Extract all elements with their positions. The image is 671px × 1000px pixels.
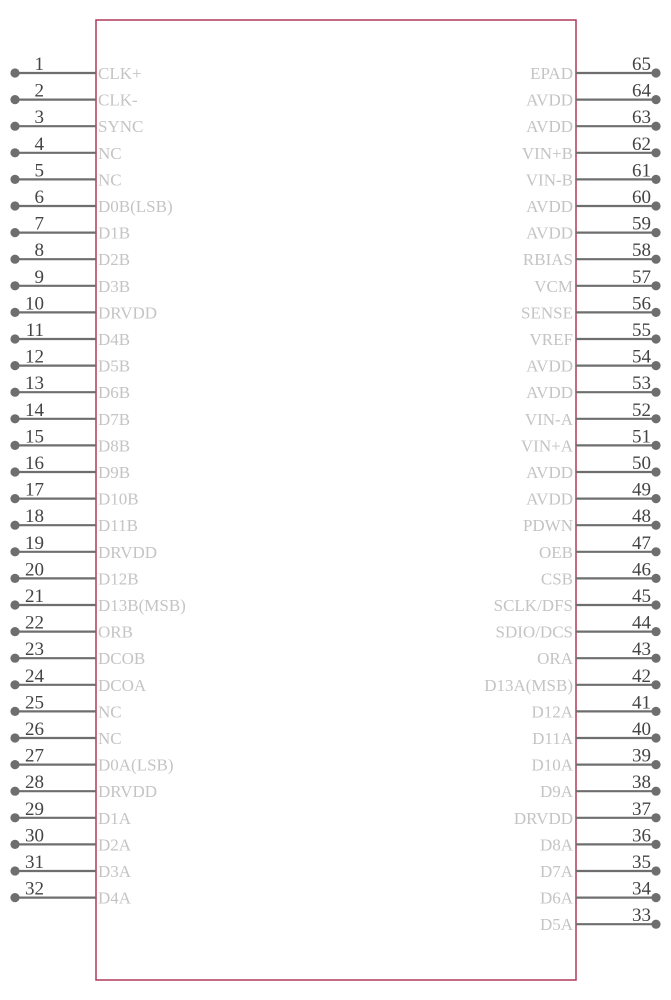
pin-terminal-dot — [10, 388, 19, 397]
pin-number: 29 — [25, 798, 44, 820]
pin-name: D10A — [531, 755, 573, 775]
pin-number: 62 — [632, 133, 651, 155]
pin-57 — [534, 267, 660, 296]
pin-17 — [10, 480, 138, 509]
pin-name: SENSE — [521, 303, 573, 323]
pin-number: 61 — [632, 160, 651, 182]
pin-name: NC — [98, 729, 122, 748]
pin-number: 1 — [34, 54, 44, 75]
pin-1 — [10, 54, 141, 83]
right-pin-group — [484, 54, 660, 934]
pin-name: D11A — [532, 729, 573, 748]
pin-terminal-dot — [651, 680, 660, 689]
pin-number: 52 — [632, 399, 651, 421]
pin-terminal-dot — [651, 893, 660, 902]
pin-name: AVDD — [526, 356, 573, 376]
pin-terminal-dot — [651, 255, 660, 264]
pin-terminal-dot — [651, 68, 660, 77]
pin-terminal-dot — [10, 547, 19, 556]
pin-54 — [526, 347, 661, 376]
pin-63 — [526, 107, 661, 136]
pin-62 — [522, 134, 661, 163]
pin-terminal-dot — [10, 68, 19, 77]
pin-13 — [10, 373, 130, 402]
pin-number: 33 — [632, 905, 651, 927]
pin-19 — [10, 533, 157, 562]
pin-name: D2B — [98, 250, 131, 270]
pin-number: 56 — [632, 293, 651, 315]
pin-45 — [494, 586, 661, 615]
pin-terminal-dot — [651, 281, 660, 290]
pin-name: D12A — [531, 702, 573, 722]
pin-name: DRVDD — [513, 808, 573, 828]
pin-name: SDIO/DCS — [495, 622, 573, 642]
pin-name: DCOA — [98, 675, 147, 695]
pin-terminal-dot — [651, 441, 660, 450]
pin-terminal-dot — [651, 521, 660, 530]
pin-name: AVDD — [526, 223, 573, 243]
pin-terminal-dot — [10, 600, 19, 609]
pin-60 — [526, 187, 661, 216]
pin-48 — [523, 506, 661, 535]
pin-58 — [523, 240, 661, 269]
pin-61 — [526, 160, 661, 189]
pin-50 — [526, 453, 661, 482]
pin-name: D13A(MSB) — [484, 675, 573, 695]
pin-terminal-dot — [10, 308, 19, 317]
pin-name: VIN-B — [525, 170, 573, 190]
pin-number: 2 — [34, 80, 44, 102]
pin-number: 45 — [632, 586, 651, 607]
pin-14 — [10, 400, 130, 429]
pin-44 — [496, 613, 661, 642]
pin-number: 48 — [632, 506, 651, 528]
pin-number: 8 — [34, 240, 44, 262]
pin-number: 47 — [632, 532, 651, 554]
pin-name: DRVDD — [98, 303, 158, 323]
left-pin-group — [10, 54, 185, 908]
pin-terminal-dot — [651, 148, 660, 157]
pin-name: NC — [98, 170, 122, 190]
pin-name: AVDD — [526, 383, 573, 403]
pin-number: 55 — [632, 320, 651, 341]
pin-terminal-dot — [651, 654, 660, 663]
pin-name: AVDD — [526, 90, 573, 110]
pin-name: DRVDD — [98, 542, 158, 562]
pin-number: 14 — [25, 399, 44, 421]
pin-number: 4 — [34, 133, 44, 155]
pin-number: 39 — [632, 745, 651, 767]
pin-terminal-dot — [10, 281, 19, 290]
pin-terminal-dot — [651, 388, 660, 397]
pin-name: D3B — [98, 276, 131, 296]
pin-terminal-dot — [651, 494, 660, 503]
pin-number: 49 — [632, 479, 651, 501]
pin-terminal-dot — [10, 866, 19, 875]
pin-name: D5A — [539, 915, 573, 935]
pin-55 — [530, 320, 661, 349]
pin-number: 25 — [25, 692, 44, 714]
pin-number: 30 — [25, 825, 44, 847]
pin-terminal-dot — [10, 787, 19, 796]
pin-number: 38 — [632, 772, 651, 794]
pin-name: OEB — [539, 542, 573, 562]
pin-number: 44 — [632, 612, 651, 634]
pin-name: SYNC — [98, 117, 144, 137]
pin-number: 51 — [632, 426, 651, 448]
pin-3 — [10, 107, 143, 136]
pin-name: RBIAS — [522, 250, 573, 270]
pin-21 — [10, 586, 185, 615]
pin-24 — [10, 666, 146, 695]
pin-terminal-dot — [10, 494, 19, 503]
pin-number: 19 — [25, 532, 44, 554]
pin-number: 35 — [632, 852, 651, 873]
pin-16 — [10, 453, 130, 482]
pin-46 — [541, 559, 661, 588]
pin-number: 65 — [632, 54, 651, 75]
pin-number: 50 — [632, 453, 651, 474]
pin-name: ORB — [98, 622, 133, 642]
pin-terminal-dot — [651, 600, 660, 609]
pin-terminal-dot — [651, 547, 660, 556]
pin-terminal-dot — [651, 201, 660, 210]
pin-2 — [10, 81, 138, 110]
pin-terminal-dot — [10, 733, 19, 742]
pin-18 — [10, 506, 138, 535]
pin-52 — [525, 400, 661, 429]
pin-42 — [484, 666, 660, 695]
pin-terminal-dot — [10, 627, 19, 636]
pin-name: D3A — [98, 862, 132, 881]
pin-number: 23 — [25, 639, 44, 661]
pin-12 — [10, 347, 130, 376]
pin-number: 31 — [25, 852, 44, 873]
pin-terminal-dot — [651, 228, 660, 237]
pin-name: AVDD — [526, 197, 573, 216]
pin-11 — [10, 320, 130, 349]
pin-41 — [531, 692, 660, 721]
pin-terminal-dot — [10, 840, 19, 849]
pin-number: 22 — [25, 612, 44, 634]
pin-terminal-dot — [10, 175, 19, 184]
pin-terminal-dot — [10, 760, 19, 769]
pin-name: D12B — [98, 569, 139, 589]
pin-terminal-dot — [651, 361, 660, 370]
pin-number: 12 — [25, 346, 44, 368]
pin-name: D11B — [98, 516, 138, 536]
pin-number: 59 — [632, 213, 651, 235]
pin-36 — [540, 825, 661, 854]
pin-terminal-dot — [651, 414, 660, 423]
pin-name: DRVDD — [98, 782, 158, 802]
pin-terminal-dot — [10, 654, 19, 663]
pin-name: AVDD — [526, 463, 573, 482]
pin-33 — [540, 905, 661, 934]
pin-terminal-dot — [10, 122, 19, 131]
pin-terminal-dot — [651, 760, 660, 769]
pin-29 — [10, 799, 131, 828]
pin-56 — [521, 293, 661, 322]
pin-terminal-dot — [10, 228, 19, 237]
pin-terminal-dot — [10, 201, 19, 210]
pin-9 — [10, 267, 130, 296]
pin-31 — [10, 852, 131, 881]
pin-number: 16 — [25, 453, 44, 474]
pin-name: D13B(MSB) — [98, 596, 186, 615]
pin-number: 10 — [25, 293, 44, 315]
pin-number: 28 — [25, 772, 44, 794]
pin-number: 46 — [632, 559, 651, 581]
pin-number: 18 — [25, 506, 44, 528]
pin-number: 37 — [632, 798, 651, 820]
pin-name: D7A — [539, 862, 573, 881]
pin-terminal-dot — [651, 95, 660, 104]
pin-53 — [526, 373, 661, 402]
pin-terminal-dot — [10, 95, 19, 104]
pin-number: 41 — [632, 692, 651, 714]
pin-terminal-dot — [651, 308, 660, 317]
pin-name: D1A — [98, 808, 132, 828]
pin-65 — [530, 54, 660, 83]
pin-terminal-dot — [10, 255, 19, 264]
pin-terminal-dot — [10, 414, 19, 423]
pin-number: 20 — [25, 559, 44, 581]
pin-8 — [10, 240, 130, 269]
pin-number: 3 — [34, 107, 44, 129]
pin-name: D9B — [98, 463, 131, 482]
pin-number: 11 — [25, 320, 44, 341]
pin-4 — [10, 134, 121, 163]
pin-name: ORA — [537, 649, 573, 669]
pin-terminal-dot — [10, 467, 19, 476]
pin-7 — [10, 214, 130, 243]
pin-name: D7B — [98, 409, 131, 429]
pin-6 — [10, 187, 172, 216]
pin-terminal-dot — [10, 707, 19, 716]
pin-name: NC — [98, 143, 122, 163]
pin-terminal-dot — [10, 574, 19, 583]
pin-name: D5B — [98, 356, 131, 376]
pin-terminal-dot — [651, 813, 660, 822]
pin-number: 57 — [632, 266, 651, 288]
pin-name: VIN-A — [524, 409, 573, 429]
pin-number: 26 — [25, 719, 44, 740]
pin-name: D2A — [98, 835, 132, 855]
pin-name: D8B — [98, 436, 131, 456]
pin-number: 21 — [25, 586, 44, 607]
pin-terminal-dot — [651, 334, 660, 343]
pin-terminal-dot — [651, 175, 660, 184]
pin-10 — [10, 293, 157, 322]
pin-number: 5 — [34, 160, 44, 182]
pin-number: 40 — [632, 719, 651, 740]
pin-number: 9 — [34, 266, 44, 288]
pin-name: D4A — [98, 888, 132, 908]
pin-28 — [10, 772, 157, 801]
pin-number: 58 — [632, 240, 651, 262]
pin-terminal-dot — [10, 893, 19, 902]
pin-terminal-dot — [651, 122, 660, 131]
pin-terminal-dot — [10, 361, 19, 370]
pin-59 — [526, 214, 661, 243]
pin-terminal-dot — [651, 840, 660, 849]
pin-terminal-dot — [651, 920, 660, 929]
pin-name: D6B — [98, 383, 131, 403]
pin-number: 7 — [34, 213, 44, 235]
pin-number: 15 — [25, 426, 44, 448]
pin-terminal-dot — [651, 866, 660, 875]
pin-name: VREF — [529, 330, 573, 349]
pin-number: 34 — [632, 878, 651, 900]
pin-name: VIN+B — [521, 143, 573, 163]
pin-name: D4B — [98, 330, 131, 349]
pin-number: 27 — [25, 745, 44, 767]
pin-23 — [10, 639, 145, 668]
pin-terminal-dot — [10, 441, 19, 450]
pin-terminal-dot — [651, 707, 660, 716]
pin-name: D1B — [98, 223, 131, 243]
pin-name: AVDD — [526, 489, 573, 509]
pin-22 — [10, 613, 133, 642]
pin-name: D8A — [539, 835, 573, 855]
pin-39 — [531, 746, 660, 775]
pin-number: 24 — [25, 665, 44, 687]
pin-name: SCLK/DFS — [493, 596, 573, 615]
pin-terminal-dot — [10, 334, 19, 343]
pin-number: 13 — [25, 373, 44, 395]
pin-name: CSB — [540, 569, 573, 589]
pin-number: 63 — [632, 107, 651, 129]
pin-terminal-dot — [651, 733, 660, 742]
pin-number: 42 — [632, 665, 651, 687]
pin-name: D10B — [98, 489, 139, 509]
pin-name: D6A — [539, 888, 573, 908]
pin-64 — [526, 81, 661, 110]
pin-name: VIN+A — [520, 436, 573, 456]
pin-40 — [532, 719, 661, 748]
pin-32 — [10, 879, 131, 908]
pin-name: CLK- — [98, 90, 138, 110]
pin-27 — [10, 746, 173, 775]
pin-15 — [10, 426, 130, 455]
pin-35 — [540, 852, 661, 881]
pin-terminal-dot — [651, 467, 660, 476]
ic-body-outline — [96, 20, 576, 980]
pin-name: D0A(LSB) — [98, 755, 174, 775]
pin-26 — [10, 719, 121, 748]
pin-25 — [10, 692, 121, 721]
pin-number: 36 — [632, 825, 651, 847]
pin-20 — [10, 559, 138, 588]
pin-terminal-dot — [651, 574, 660, 583]
pin-name: VCM — [534, 276, 573, 296]
pin-name: PDWN — [522, 516, 573, 536]
pin-name: D0B(LSB) — [98, 197, 173, 216]
pin-38 — [540, 772, 661, 801]
pin-name: D9A — [539, 782, 573, 802]
pin-name: DCOB — [98, 649, 146, 669]
pin-43 — [537, 639, 661, 668]
pin-number: 54 — [632, 346, 651, 368]
pin-51 — [521, 426, 661, 455]
pin-number: 32 — [25, 878, 44, 900]
pin-30 — [10, 825, 131, 854]
pin-number: 64 — [632, 80, 651, 102]
pin-terminal-dot — [10, 813, 19, 822]
pin-number: 6 — [34, 187, 44, 208]
pin-terminal-dot — [10, 680, 19, 689]
pin-terminal-dot — [651, 627, 660, 636]
pin-terminal-dot — [10, 521, 19, 530]
pin-34 — [540, 879, 661, 908]
pin-number: 53 — [632, 373, 651, 395]
pin-37 — [514, 799, 661, 828]
pin-5 — [10, 160, 121, 189]
pin-name: AVDD — [526, 117, 573, 137]
pin-49 — [526, 480, 661, 509]
pin-number: 17 — [25, 479, 44, 501]
pin-terminal-dot — [651, 787, 660, 796]
pin-name: EPAD — [530, 64, 573, 83]
pin-terminal-dot — [10, 148, 19, 157]
pin-number: 43 — [632, 639, 651, 661]
pin-name: NC — [98, 702, 122, 722]
pin-number: 60 — [632, 187, 651, 208]
pin-47 — [539, 533, 661, 562]
pin-name: CLK+ — [98, 64, 142, 83]
